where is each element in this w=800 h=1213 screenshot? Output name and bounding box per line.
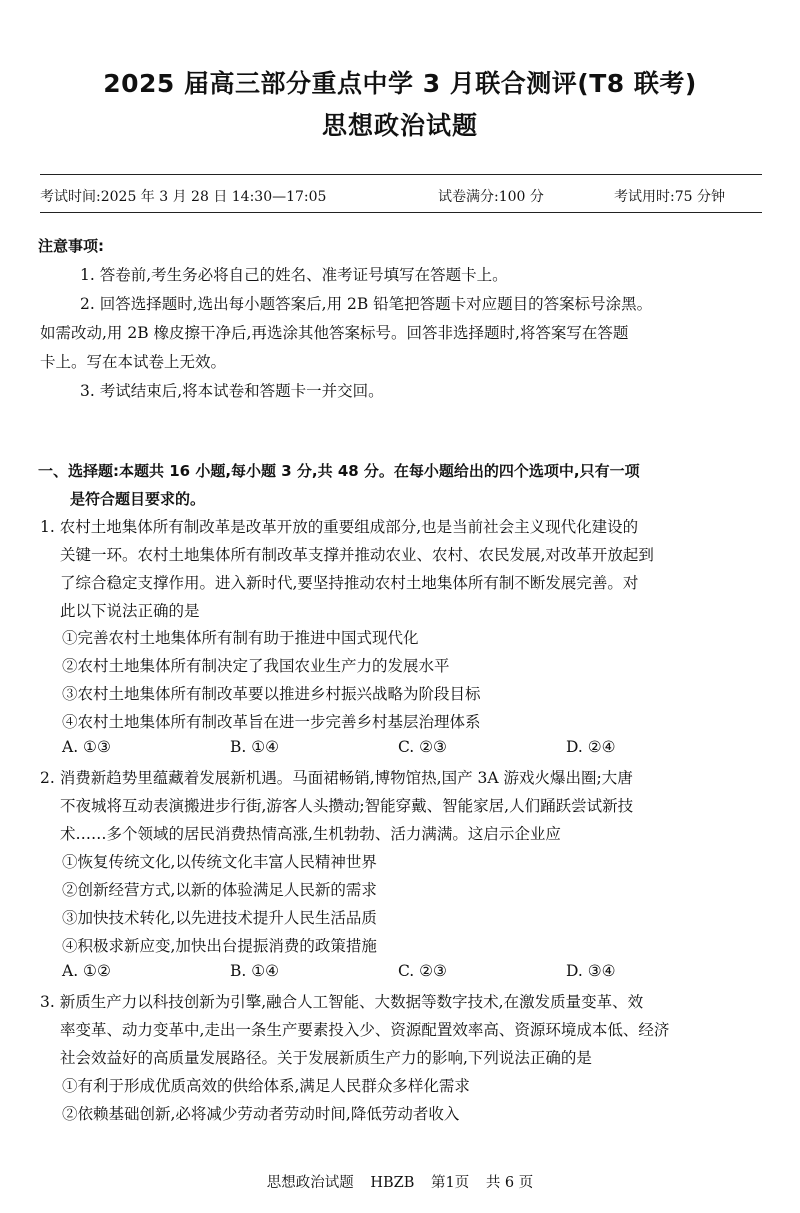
top-rule [40, 174, 762, 175]
question-3-stem: 3. 新质生产力以科技创新为引擎,融合人工智能、大数据等数字技术,在激发质量变革、效 [40, 993, 644, 1011]
question-3-stem: 社会效益好的高质量发展路径。关于发展新质生产力的影响,下列说法正确的是 [60, 1049, 592, 1067]
question-1-stem: 1. 农村土地集体所有制改革是改革开放的重要组成部分,也是当前社会主义现代化建设的 [40, 518, 639, 536]
question-2-stem: 术……多个领域的居民消费热情高涨,生机勃勃、活力满满。这启示企业应 [60, 825, 561, 843]
question-2-item: ③加快技术转化,以先进技术提升人民生活品质 [62, 909, 377, 927]
notice-line: 2. 回答选择题时,选出每小题答案后,用 2B 铅笔把答题卡对应题目的答案标号涂黑。 [80, 295, 653, 313]
exam-time: 考试时间:2025 年 3 月 28 日 14:30—17:05 [40, 189, 327, 205]
question-3-stem: 率变革、动力变革中,走出一条生产要素投入少、资源配置效率高、资源环境成本低、经济 [60, 1021, 670, 1039]
exam-title: 2025 届高三部分重点中学 3 月联合测评(T8 联考) [103, 69, 697, 98]
question-2-option-c: C. ②③ [398, 962, 447, 980]
question-1-option-d: D. ②④ [566, 738, 616, 756]
question-1-item: ①完善农村土地集体所有制有助于推进中国式现代化 [62, 629, 419, 647]
question-2-stem: 2. 消费新趋势里蕴藏着发展新机遇。马面裙畅销,博物馆热,国产 3A 游戏火爆出圈;大唐 [40, 769, 633, 787]
question-2-option-d: D. ③④ [566, 962, 616, 980]
notice-line: 如需改动,用 2B 橡皮擦干净后,再选涂其他答案标号。回答非选择题时,将答案写在答题 [40, 324, 629, 342]
question-1-item: ④农村土地集体所有制改革旨在进一步完善乡村基层治理体系 [62, 713, 481, 731]
question-1-item: ③农村土地集体所有制改革要以推进乡村振兴战略为阶段目标 [62, 685, 481, 703]
footer-code: HBZB [370, 1175, 415, 1191]
question-3-item: ②依赖基础创新,必将减少劳动者劳动时间,降低劳动者收入 [62, 1105, 460, 1123]
question-1-option-a: A. ①③ [62, 738, 111, 756]
question-1-stem: 了综合稳定支撑作用。进入新时代,要坚持推动农村土地集体所有制不断发展完善。对 [60, 574, 639, 592]
question-2-option-b: B. ①④ [230, 962, 280, 980]
footer-page-number: 第1页 [430, 1175, 470, 1191]
footer-total-pages: 共 6 页 [485, 1175, 534, 1191]
question-2-item: ①恢复传统文化,以传统文化丰富人民精神世界 [62, 853, 377, 871]
full-score: 试卷满分:100 分 [438, 189, 544, 205]
question-1-stem: 关键一环。农村土地集体所有制改革支撑并推动农业、农村、农民发展,对改革开放起到 [60, 546, 654, 564]
question-2-stem: 不夜城将互动表演搬进步行街,游客人头攒动;智能穿戴、智能家居,人们踊跃尝试新技 [60, 797, 634, 815]
subject-title: 思想政治试题 [321, 111, 478, 140]
footer-subject: 思想政治试题 [266, 1175, 354, 1191]
question-3-item: ①有利于形成优质高效的供给体系,满足人民群众多样化需求 [62, 1077, 470, 1095]
notice-line: 卡上。写在本试卷上无效。 [40, 353, 227, 371]
question-2-item: ④积极求新应变,加快出台提振消费的政策措施 [62, 937, 377, 955]
question-2-item: ②创新经营方式,以新的体验满足人民新的需求 [62, 881, 377, 899]
question-1-option-c: C. ②③ [398, 738, 447, 756]
notice-heading: 注意事项: [38, 237, 104, 255]
question-1-item: ②农村土地集体所有制决定了我国农业生产力的发展水平 [62, 657, 450, 675]
exam-duration: 考试用时:75 分钟 [614, 189, 725, 205]
question-1-option-b: B. ①④ [230, 738, 280, 756]
bottom-rule [40, 212, 762, 213]
page-footer [0, 1171, 800, 1192]
section-heading: 一、选择题:本题共 16 小题,每小题 3 分,共 48 分。在每小题给出的四个选项中,只有一项 [38, 462, 640, 480]
question-2-option-a: A. ①② [62, 962, 111, 980]
notice-line: 3. 考试结束后,将本试卷和答题卡一并交回。 [80, 382, 384, 400]
question-1-stem: 此以下说法正确的是 [60, 602, 200, 620]
notice-line: 1. 答卷前,考生务必将自己的姓名、准考证号填写在答题卡上。 [80, 266, 508, 284]
section-heading-cont: 是符合题目要求的。 [70, 490, 206, 508]
